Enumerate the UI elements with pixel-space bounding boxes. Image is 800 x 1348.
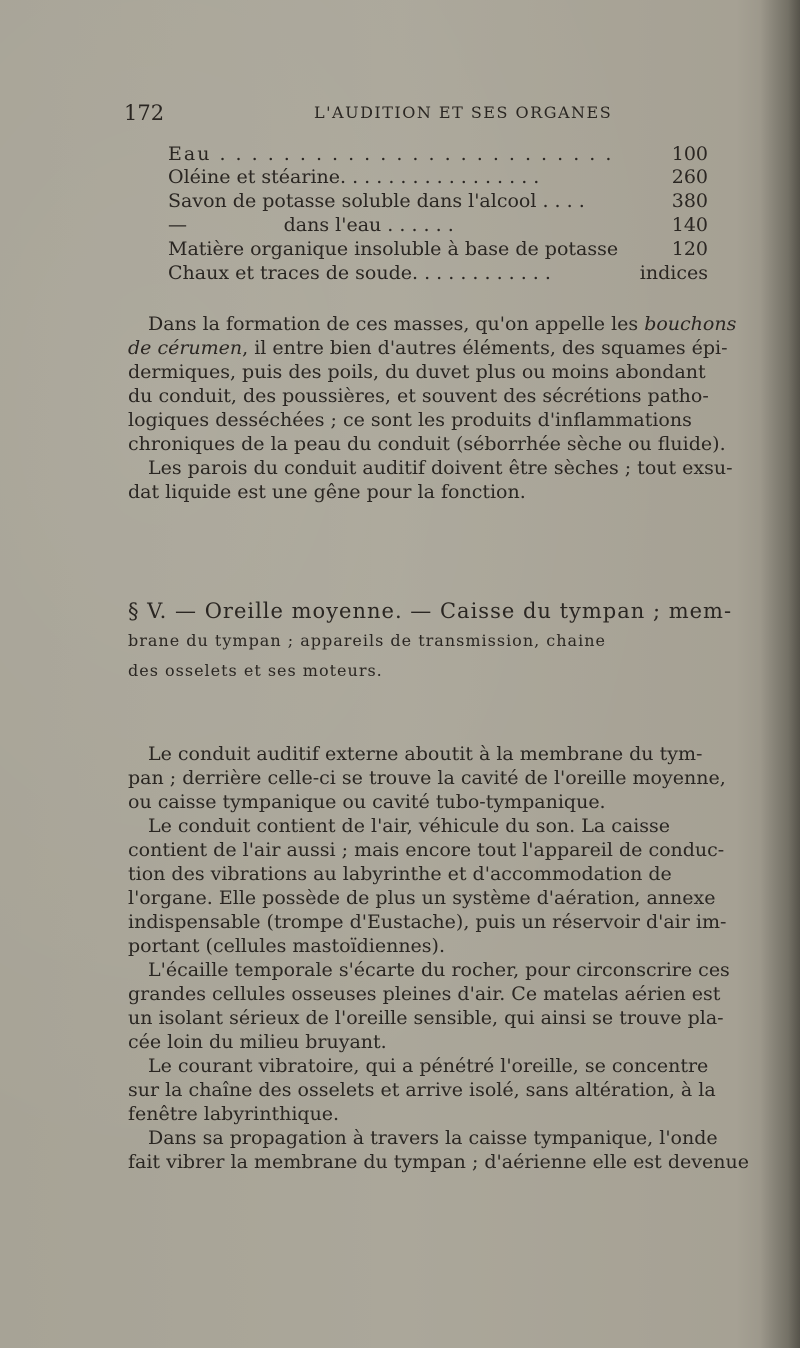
section-heading-line: § V. — Oreille moyenne. — Caisse du tympan ; mem- — [128, 599, 733, 623]
text-line: fait vibrer la membrane du tympan ; d'aérienne elle est devenue — [128, 1151, 749, 1173]
text-line: de cérumen, il entre bien d'autres éléments, des squames épi- — [128, 337, 728, 359]
text-line: L'écaille temporale s'écarte du rocher, pour circonscrire ces — [148, 959, 730, 981]
text-line: fenêtre labyrinthique. — [128, 1103, 340, 1125]
text-line: du conduit, des poussières, et souvent des sécrétions patho- — [128, 385, 709, 407]
text-line: Dans sa propagation à travers la caisse tympanique, l'onde — [148, 1127, 718, 1149]
text-line: tion des vibrations au labyrinthe et d'accommodation de — [128, 863, 672, 885]
table-row-label: Matière organique insoluble à base de potasse — [168, 238, 619, 260]
table-row-value: 140 — [671, 214, 708, 236]
table-row — [168, 189, 708, 213]
text-line: ou caisse tympanique ou cavité tubo-tympanique. — [128, 791, 606, 813]
table-row-label: Savon de potasse soluble dans l'alcool . . . . — [168, 190, 585, 212]
table-row-value: 260 — [671, 166, 708, 188]
text-line: un isolant sérieux de l'oreille sensible, qui ainsi se trouve pla- — [128, 1007, 724, 1029]
text-line: dermiques, puis des poils, du duvet plus ou moins abondant — [128, 361, 706, 383]
text-line: cée loin du milieu bruyant. — [128, 1031, 387, 1053]
table-row-value: 380 — [671, 190, 708, 212]
table-row-label: Chaux et traces de soude. . . . . . . . . . . . — [168, 262, 551, 284]
text-line: Le conduit contient de l'air, véhicule du son. La caisse — [148, 815, 671, 837]
text-line: Le conduit auditif externe aboutit à la membrane du tym- — [148, 743, 703, 765]
text-line: Le courant vibratoire, qui a pénétré l'oreille, se concentre — [148, 1055, 709, 1077]
page-number: 172 — [124, 101, 165, 125]
paragraph-bouchons — [128, 312, 737, 504]
page-edge-shadow — [760, 0, 800, 1348]
running-title: L'AUDITION ET SES ORGANES — [314, 103, 613, 122]
table-row — [168, 142, 708, 166]
table-row-label: Eau . . . . . . . . . . . . . . . . . . . . . . . . . — [168, 143, 614, 165]
text-line: indispensable (trompe d'Eustache), puis un réservoir d'air im- — [128, 911, 727, 933]
section-heading — [128, 596, 748, 686]
text-line: sur la chaîne des osselets et arrive isolé, sans altération, à la — [128, 1079, 716, 1101]
table-row-label: — dans l'eau . . . . . . — [168, 214, 454, 236]
section-heading-line: des osselets et ses moteurs. — [128, 661, 383, 680]
section-heading-line: brane du tympan ; appareils de transmission, chaine — [128, 631, 606, 650]
composition-table — [168, 142, 708, 285]
table-row-value: 100 — [671, 143, 708, 165]
table-row-value: indices — [639, 262, 708, 284]
text-line: logiques desséchées ; ce sont les produits d'inflammations — [128, 409, 692, 431]
text-line: chroniques de la peau du conduit (séborrhée sèche ou fluide). — [128, 433, 726, 455]
table-row — [168, 165, 708, 189]
text-line: l'organe. Elle possède de plus un système d'aération, annexe — [128, 887, 716, 909]
text-line: contient de l'air aussi ; mais encore tout l'appareil de conduc- — [128, 839, 725, 861]
text-line: Les parois du conduit auditif doivent être sèches ; tout exsu- — [148, 457, 733, 479]
table-row — [168, 213, 708, 237]
text-line: portant (cellules mastoïdiennes). — [128, 935, 446, 957]
paragraph-oreille-moyenne — [128, 742, 749, 1174]
text-line: pan ; derrière celle-ci se trouve la cavité de l'oreille moyenne, — [128, 767, 726, 789]
table-row-value: 120 — [671, 238, 708, 260]
page-header — [124, 101, 724, 131]
text-line: dat liquide est une gêne pour la fonction. — [128, 481, 526, 503]
text-line: grandes cellules osseuses pleines d'air. Ce matelas aérien est — [128, 983, 721, 1005]
table-row — [168, 237, 708, 261]
table-row-label: Oléine et stéarine. . . . . . . . . . . . . . . . . — [168, 166, 540, 188]
text-line: Dans la formation de ces masses, qu'on appelle les bouchons — [148, 313, 737, 335]
table-row — [168, 261, 708, 285]
